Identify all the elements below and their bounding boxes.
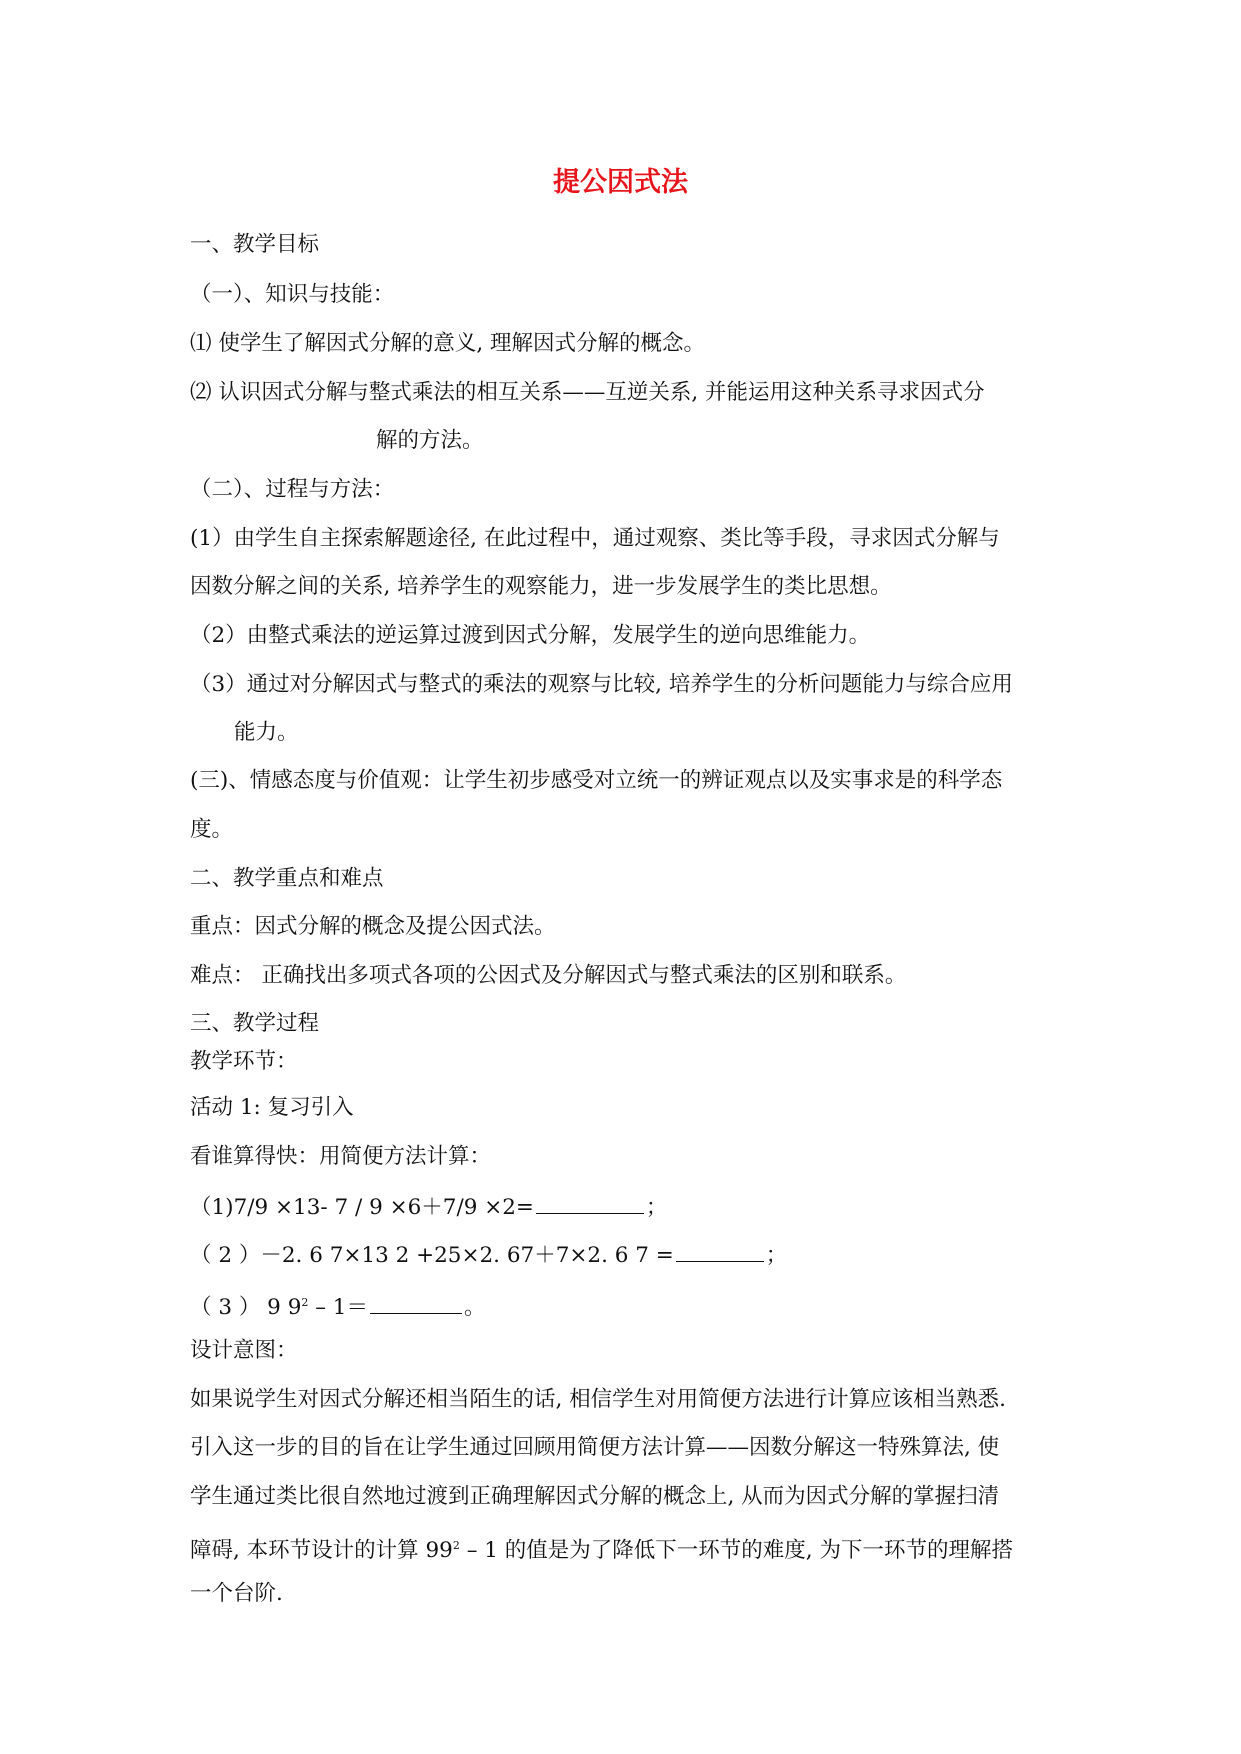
subsection-heading: （一）、知识与技能： <box>190 282 395 307</box>
section-heading: 三、教学过程 <box>190 1011 320 1036</box>
answer-blank[interactable] <box>370 1293 462 1314</box>
paragraph-line: 能力。 <box>234 720 299 745</box>
document-title: 提公因式法 <box>553 167 688 198</box>
exercise-text: （ 2 ）－2. 6 7×13 2 +25×2. 67＋7×2. 6 7 = <box>190 1243 674 1268</box>
paragraph-line: （3）通过对分解因式与整式的乘法的观察与比较, 培养学生的分析问题能力与综合应用 <box>190 672 1013 697</box>
exercise-text: （1)7/9 ×13- 7 / 9 ×6＋7/9 ×2= <box>190 1195 534 1220</box>
section-heading: 一、教学目标 <box>190 232 320 257</box>
paragraph-line: 活动 1: 复习引入 <box>190 1095 354 1120</box>
paragraph-text: 障碍, 本环节设计的计算 99 <box>190 1538 453 1563</box>
exercise-punct: ； <box>645 1195 668 1220</box>
exercise-1 <box>190 1193 667 1221</box>
answer-blank[interactable] <box>676 1241 764 1262</box>
section-heading: 二、教学重点和难点 <box>190 866 384 891</box>
superscript: 2 <box>452 1539 460 1552</box>
paragraph-line: 重点：因式分解的概念及提公因式法。 <box>190 914 556 939</box>
exercise-text: – 1＝ <box>308 1295 368 1320</box>
paragraph-line: 教学环节： <box>190 1049 298 1074</box>
exercise-punct: 。 <box>463 1295 486 1320</box>
paragraph-line: ⑴ 使学生了解因式分解的意义, 理解因式分解的概念。 <box>190 331 706 356</box>
paragraph-line: (三)、情感态度与价值观：让学生初步感受对立统一的辨证观点以及实事求是的科学态 <box>190 768 1003 793</box>
paragraph-line: 难点： 正确找出多项式各项的公因式及分解因式与整式乘法的区别和联系。 <box>190 963 907 988</box>
paragraph-line: 一个台阶. <box>190 1581 283 1606</box>
exercise-3 <box>190 1290 486 1321</box>
paragraph-line: 如果说学生对因式分解还相当陌生的话, 相信学生对用简便方法进行计算应该相当熟悉. <box>190 1387 1007 1412</box>
paragraph-line: 度。 <box>190 817 234 842</box>
paragraph-line: 引入这一步的目的旨在让学生通过回顾用简便方法计算——因数分解这一特殊算法, 使 <box>190 1435 1000 1460</box>
paragraph-line: 解的方法。 <box>376 428 484 453</box>
paragraph-text: – 1 的值是为了降低下一环节的难度, 为下一环节的理解搭 <box>459 1538 1013 1563</box>
subsection-heading: （二）、过程与方法： <box>190 477 395 502</box>
paragraph-line: 设计意图： <box>190 1338 298 1363</box>
superscript: 2 <box>301 1296 309 1309</box>
exercise-punct: ； <box>765 1243 788 1268</box>
exercise-2 <box>190 1241 787 1269</box>
paragraph-line: 学生通过类比很自然地过渡到正确理解因式分解的概念上, 从而为因式分解的掌握扫清 <box>190 1484 1000 1509</box>
paragraph-line: 因数分解之间的关系, 培养学生的观察能力，进一步发展学生的类比思想。 <box>190 574 892 599</box>
paragraph-line: （2）由整式乘法的逆运算过渡到因式分解，发展学生的逆向思维能力。 <box>190 623 871 648</box>
paragraph-line: ⑵ 认识因式分解与整式乘法的相互关系——互逆关系, 并能运用这种关系寻求因式分 <box>190 380 985 405</box>
exercise-text: （ 3 ） 9 9 <box>190 1295 302 1320</box>
paragraph-line <box>190 1533 1013 1564</box>
answer-blank[interactable] <box>536 1193 644 1214</box>
paragraph-line: (1）由学生自主探索解题途径, 在此过程中，通过观察、类比等手段，寻求因式分解与 <box>190 526 1000 551</box>
paragraph-line: 看谁算得快：用简便方法计算： <box>190 1144 492 1169</box>
